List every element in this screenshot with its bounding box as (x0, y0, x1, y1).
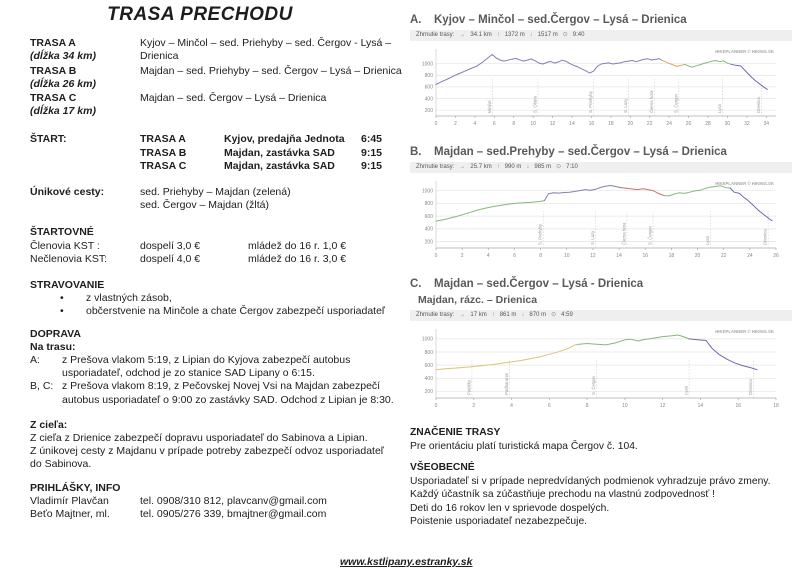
svg-text:10: 10 (530, 121, 536, 127)
svg-text:Potôčky: Potôčky (466, 379, 472, 395)
general-line-4: Poistenie usporiadateľ nezabezpečuje. (410, 516, 588, 527)
routes-list (30, 37, 402, 118)
descent-arrow-icon: ↓ (529, 32, 533, 38)
contact-row-1: Vladimír Plavčan tel. 0908/310 812, plavcanv@gmail.com (30, 494, 327, 507)
escape-routes-section (30, 186, 402, 212)
svg-text:HIKEPLANNER © HIKING.SK: HIKEPLANNER © HIKING.SK (715, 329, 774, 334)
distance-arrow-icon: → (459, 164, 466, 170)
food-bullet-2: • občerstvenie na Minčole a chate Čergov zabezpečí usporiadateľ (60, 305, 385, 318)
chart-block-c (410, 278, 792, 411)
contact-row-2: Beťo Majtner, ml. tel. 0905/276 339, bmajtner@gmail.com (30, 508, 327, 521)
descent-arrow-icon: ↓ (526, 164, 530, 170)
svg-text:34: 34 (763, 121, 770, 127)
svg-text:26: 26 (773, 253, 779, 259)
ascent-arrow-icon: ↑ (491, 312, 495, 318)
svg-text:Minčol: Minčol (486, 100, 492, 113)
svg-text:6: 6 (492, 121, 496, 127)
start-label: ŠTART: (30, 133, 67, 146)
svg-text:2: 2 (460, 253, 464, 259)
chart-block-b (410, 146, 792, 261)
svg-text:S. Priehyby: S. Priehyby (587, 91, 593, 113)
from-finish-label: Z cieľa: (30, 418, 68, 431)
svg-text:0: 0 (434, 253, 438, 259)
ascent-arrow-icon: ↑ (496, 32, 500, 38)
chart-c-subtitle: Majdan, rázc. – Drienica (418, 294, 538, 306)
clock-icon: ⊙ (551, 312, 557, 318)
svg-text:18: 18 (608, 121, 614, 127)
svg-text:18: 18 (773, 403, 779, 409)
transport-section (30, 328, 402, 407)
escape-line-2: sed. Čergov – Majdan (žltá) (140, 199, 269, 212)
svg-text:Drienica: Drienica (747, 379, 753, 395)
chart-a-summary-bar: Zhrnutie trasy: → 34.1 km ↑ 1372 m ↓ 1517 m ⊙ 9:40 (410, 30, 792, 41)
elevation-chart-c (410, 323, 784, 411)
right-column (410, 8, 792, 529)
distance-arrow-icon: → (459, 312, 466, 318)
route-row-c (30, 92, 402, 118)
svg-text:6: 6 (513, 253, 516, 259)
start-row-a: TRASA A Kyjov, predajňa Jednota 6:45 (140, 133, 382, 146)
fee-row-nonmembers: Nečlenovia KST: dospelí 4,0 € mládež do 16 r. 3,0 € (30, 252, 347, 265)
route-c-name: TRASA C (30, 92, 77, 105)
svg-text:8: 8 (585, 403, 589, 409)
marking-section (410, 426, 792, 453)
svg-text:0: 0 (434, 403, 438, 409)
svg-text:12: 12 (549, 121, 556, 127)
food-label: STRAVOVANIE (30, 279, 105, 292)
transport-item-bc: B, C: z Prešova vlakom 8:19, z Pečovskej Novej Vsi na Majdan zabezpečí autobus usporiadateľ o 9:00 zo zastávky SAD. Odchod z Lipian je 8:30. (30, 380, 394, 406)
svg-text:Drienica: Drienica (762, 229, 768, 245)
food-section (30, 279, 402, 319)
svg-text:0: 0 (434, 121, 438, 127)
clock-icon: ⊙ (562, 32, 568, 38)
escape-label: Únikové cesty: (30, 186, 105, 199)
svg-text:800: 800 (424, 73, 433, 80)
distance-arrow-icon: → (459, 32, 466, 38)
svg-text:200: 200 (424, 389, 433, 396)
svg-text:18: 18 (668, 253, 675, 259)
svg-text:10: 10 (563, 253, 570, 259)
marking-label: ZNAČENIE TRASY (410, 427, 501, 438)
bullet-icon: • (60, 292, 64, 305)
transport-sublabel: Na trasu: (30, 340, 76, 353)
footer-website-link[interactable]: www.kstlipany.estranky.sk (340, 556, 473, 568)
general-line-1: Usporiadateľ si v prípade nepredvídaných podmienok vyhradzuje právo zmeny. (410, 475, 771, 487)
route-a-name: TRASA A (30, 37, 76, 50)
svg-text:6: 6 (547, 403, 551, 409)
route-c-path: Majdan – sed. Čergov – Lysá – Drienica (140, 92, 327, 105)
general-section (410, 461, 792, 529)
svg-text:22: 22 (646, 121, 653, 127)
svg-text:Podbaranie: Podbaranie (504, 373, 510, 395)
svg-text:600: 600 (424, 84, 433, 91)
svg-text:600: 600 (424, 213, 433, 220)
fee-label: ŠTARTOVNÉ (30, 226, 94, 239)
bullet-icon: • (60, 305, 64, 318)
chart-c-summary-bar: Zhrnutie trasy: → 17 km ↑ 861 m ↓ 870 m ⊙ 4:59 (410, 310, 792, 321)
left-column (30, 6, 402, 521)
svg-text:2: 2 (454, 121, 457, 127)
chart-a-title: A. Kyjov – Minčol – sed.Čergov – Lysá – Drienica (410, 14, 687, 26)
svg-text:4: 4 (473, 121, 477, 127)
svg-text:600: 600 (424, 362, 433, 369)
svg-text:26: 26 (685, 121, 692, 127)
svg-text:14: 14 (697, 403, 704, 409)
svg-text:8: 8 (512, 121, 516, 127)
chart-b-title: B. Majdan – sed.Prehyby – sed.Čergov – Lysá – Drienica (410, 146, 727, 158)
contact-section (30, 482, 402, 522)
ascent-arrow-icon: ↑ (496, 164, 500, 170)
svg-text:S. Čergov: S. Čergov (673, 93, 679, 113)
svg-text:16: 16 (642, 253, 649, 259)
svg-text:HIKEPLANNER © HIKING.SK: HIKEPLANNER © HIKING.SK (715, 181, 774, 186)
transport-label: DOPRAVA (30, 327, 81, 340)
svg-text:S. Lazy: S. Lazy (590, 230, 596, 245)
svg-text:1000: 1000 (421, 336, 433, 343)
svg-text:400: 400 (424, 376, 433, 383)
from-finish-line-2: Z únikovej cesty z Majdanu v prípade potreby zabezpečí odvoz usporiadateľ (30, 445, 384, 458)
svg-text:14: 14 (616, 253, 622, 259)
svg-text:Lysá: Lysá (717, 104, 723, 113)
svg-text:24: 24 (666, 121, 672, 127)
svg-text:1000: 1000 (421, 188, 433, 195)
start-section (30, 133, 402, 173)
svg-text:4: 4 (486, 253, 490, 259)
svg-text:20: 20 (627, 121, 634, 127)
svg-text:S. Oltáre: S. Oltáre (532, 96, 538, 113)
chart-block-a (410, 14, 792, 129)
fee-row-members: Členovia KST : dospelí 3,0 € mládež do 16 r. 1,0 € (30, 239, 347, 252)
from-finish-line-3: do Sabinova. (30, 458, 92, 471)
page-title: TRASA PRECHODU (107, 4, 293, 25)
svg-text:4: 4 (510, 403, 513, 409)
contact-label: PRIHLÁŠKY, INFO (30, 481, 121, 494)
svg-text:Čierna hora: Čierna hora (621, 222, 627, 245)
transport-item-a: A: z Prešova vlakom 5:19, z Lipian do Kyjova zabezpečí autobus usporiadateľ, odchod je zo stanice SAD Lipany o 6:15. (30, 354, 351, 380)
route-b-path: Majdan – sed. Priehyby – sed. Čergov – Lysá – Drienica (140, 64, 402, 77)
svg-text:400: 400 (424, 226, 433, 233)
svg-text:200: 200 (424, 107, 433, 114)
svg-text:24: 24 (747, 253, 753, 259)
chart-c-title: C. Majdan – sed.Čergov – Lysá - Drienica (410, 278, 644, 290)
route-b-name: TRASA B (30, 64, 77, 77)
svg-text:Lysá: Lysá (705, 236, 711, 245)
escape-line-1: sed. Priehyby – Majdan (zelená) (140, 186, 291, 199)
svg-text:12: 12 (659, 403, 666, 409)
svg-text:30: 30 (724, 121, 731, 127)
food-bullet-1: • z vlastných zásob, (60, 292, 172, 305)
svg-text:16: 16 (588, 121, 595, 127)
from-finish-section (30, 419, 402, 472)
elevation-chart-a (410, 43, 784, 129)
chart-b-summary-bar: Zhrnutie trasy: → 25.7 km ↑ 990 m ↓ 985 m ⊙ 7:10 (410, 162, 792, 173)
svg-text:Čierna hora: Čierna hora (649, 90, 655, 113)
svg-text:10: 10 (622, 403, 628, 409)
svg-text:S. Prehyby: S. Prehyby (537, 223, 543, 245)
marking-text: Pre orientáciu platí turistická mapa Čergov č. 104. (410, 440, 638, 452)
svg-text:8: 8 (539, 253, 543, 259)
svg-text:12: 12 (590, 253, 596, 259)
svg-text:32: 32 (744, 121, 750, 127)
svg-text:200: 200 (424, 239, 433, 246)
general-line-3: Deti do 16 rokov len v sprievode dospelých. (410, 502, 610, 514)
svg-text:Lysá: Lysá (683, 386, 689, 395)
fee-section (30, 226, 402, 266)
route-a-length: (dĺžka 34 km) (30, 50, 96, 63)
route-row-b (30, 65, 402, 91)
svg-text:20: 20 (694, 253, 701, 259)
svg-text:400: 400 (424, 96, 433, 103)
svg-text:2: 2 (472, 403, 476, 409)
descent-arrow-icon: ↓ (521, 312, 525, 318)
svg-text:Drienica: Drienica (755, 97, 761, 113)
general-label: VŠEOBECNÉ (410, 462, 475, 473)
svg-text:1000: 1000 (421, 61, 433, 68)
svg-text:S. Čergov: S. Čergov (591, 375, 597, 395)
svg-text:16: 16 (735, 403, 742, 409)
route-row-a (30, 37, 402, 63)
svg-text:S. Čergov: S. Čergov (647, 225, 653, 245)
route-c-length: (dĺžka 17 km) (30, 105, 96, 118)
svg-text:28: 28 (705, 121, 711, 127)
svg-text:14: 14 (569, 121, 575, 127)
svg-text:800: 800 (424, 201, 433, 208)
route-a-path: Kyjov – Minčol – sed. Priehyby – sed. Čergov - Lysá – Drienica (140, 37, 392, 63)
from-finish-line-1: Z cieľa z Drienice zabezpečí dopravu usporiadateľ do Sabinova a Lipian. (30, 432, 368, 445)
svg-text:S. Lazy: S. Lazy (622, 98, 628, 113)
svg-text:22: 22 (720, 253, 727, 259)
svg-text:HIKEPLANNER © HIKING.SK: HIKEPLANNER © HIKING.SK (715, 49, 774, 54)
start-row-c: TRASA C Majdan, zastávka SAD 9:15 (140, 159, 382, 172)
route-b-length: (dĺžka 26 km) (30, 77, 96, 90)
start-row-b: TRASA B Majdan, zastávka SAD 9:15 (140, 146, 382, 159)
general-line-2: Každý účastník sa zúčastňuje prechodu na vlastnú zodpovednosť ! (410, 489, 715, 500)
clock-icon: ⊙ (556, 164, 562, 170)
svg-text:800: 800 (424, 349, 433, 356)
elevation-chart-b (410, 175, 784, 261)
